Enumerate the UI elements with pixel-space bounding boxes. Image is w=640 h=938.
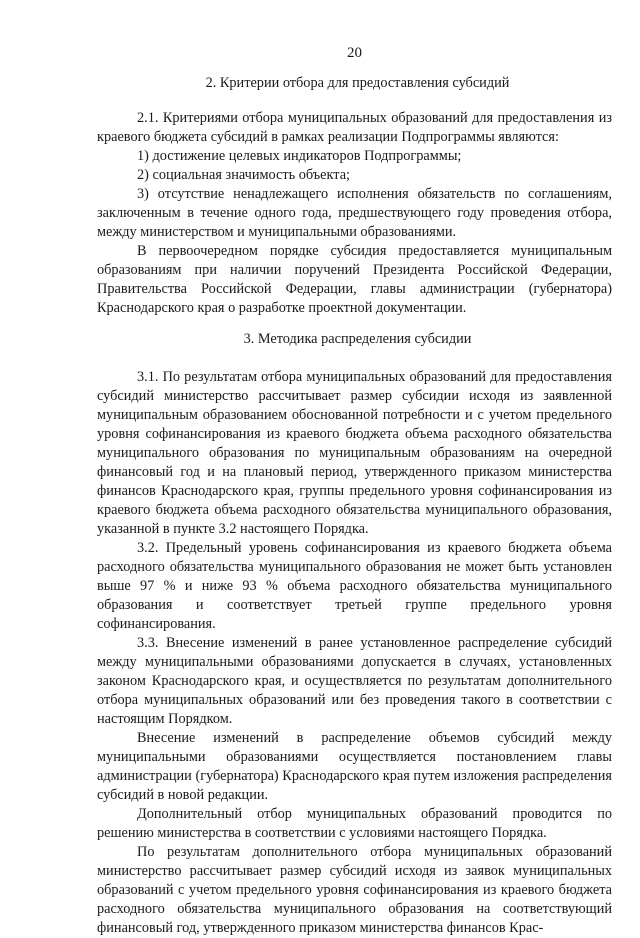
paragraph-3-3: 3.3. Внесение изменений в ранее установленное распределение субсидий между муниципальными образованиями допускается в случаях, установленных законом Краснодарского края, и осуществляется по результатам дополнительного отбора муниципальных образований или без проведения такого в соответствии с настоящим Порядком.	[97, 635, 612, 727]
additional-selection-paragraph: Дополнительный отбор муниципальных образований проводится по решению министерства в соответствии с условиями настоящего Порядка.	[97, 806, 612, 841]
priority-paragraph: В первоочередном порядке субсидия предоставляется муниципальным образованиям при наличии поручений Президента Российской Федерации, Правительства Российской Федерации, главы администрации (губернатора) Краснодарского края о разработке проектной документации.	[97, 243, 612, 316]
page-number: 20	[347, 45, 362, 61]
paragraph-3-2: 3.2. Предельный уровень софинансирования из краевого бюджета объема расходного обязательства муниципального образования не может быть установлен выше 97 % и ниже 93 % объема расходного обязательства муниципального образования и соответствует третьей группе предельного уровня софинансирования.	[97, 540, 612, 632]
paragraph-3-1: 3.1. По результатам отбора муниципальных образований для предоставления субсидий министерство рассчитывает размер субсидии исходя из заявленной муниципальным образованием обоснованной потребности и с учетом предельного уровня софинансирования из краевого бюджета объема расходного обязательства муниципального образования по муниципальным образованиям на очередной финансовый год и на плановый период, утвержденного приказом министерства финансов Краснодарского края, группы предельного уровня софинансирования из краевого бюджета объема расходного обязательства муниципального образования, указанной в пункте 3.2 настоящего Порядка.	[97, 369, 612, 537]
list-item-3: 3) отсутствие ненадлежащего исполнения обязательств по соглашениям, заключенным в течение одного года, предшествующего году проведения отбора, между министерством и муниципальными образованиями.	[97, 186, 612, 240]
list-item-1: 1) достижение целевых индикаторов Подпрограммы;	[137, 148, 462, 164]
list-item-2: 2) социальная значимость объекта;	[137, 167, 351, 183]
additional-results-paragraph: По результатам дополнительного отбора муниципальных образований министерство рассчитывает размер субсидий исходя из заявок муниципальных образований с учетом предельного уровня софинансирования из краевого бюджета расходного обязательства муниципального образования на соответствующий финансовый год, утвержденного приказом министерства финансов Крас-	[97, 844, 612, 936]
changes-paragraph: Внесение изменений в распределение объемов субсидий между муниципальными образованиями осуществляется постановлением главы администрации (губернатора) Краснодарского края путем изложения распределения субсидий в новой редакции.	[97, 730, 612, 803]
section-2-heading: 2. Критерии отбора для предоставления субсидий	[205, 75, 510, 91]
paragraph-2-1: 2.1. Критериями отбора муниципальных образований для предоставления из краевого бюджета субсидий в рамках реализации Подпрограммы являются:	[97, 110, 612, 145]
section-3-heading: 3. Методика распределения субсидии	[243, 331, 472, 347]
